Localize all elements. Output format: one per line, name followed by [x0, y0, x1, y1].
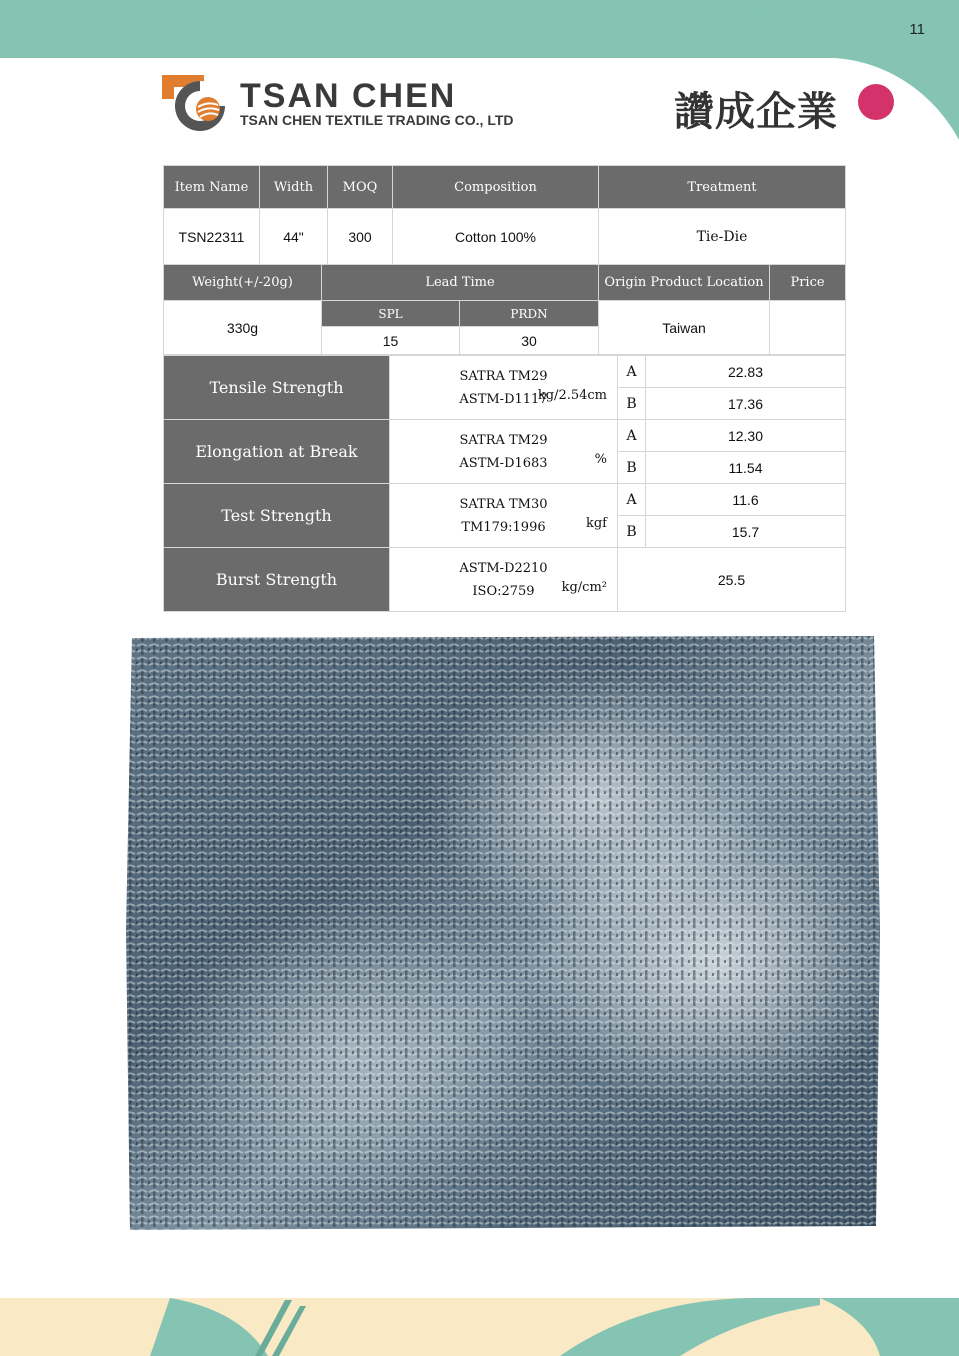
result-label-a: A: [618, 356, 646, 388]
test-method-line2: ISO:2759: [472, 583, 535, 599]
brand-logo-icon: [160, 73, 228, 133]
header-width: Width: [260, 166, 328, 209]
brand-name-cjk: 讚成企業: [674, 89, 838, 135]
item-width: 44": [260, 209, 328, 265]
result-value-burst: 25.5: [618, 548, 846, 612]
test-method-line1: SATRA TM29: [459, 432, 548, 448]
test-unit: %: [594, 452, 607, 467]
header-item-name: Item Name: [164, 166, 260, 209]
test-method-tear: [390, 484, 618, 548]
weight-leadtime-table: [163, 264, 846, 355]
header-prdn: PRDN: [460, 301, 599, 327]
item-treatment: Tie-Die: [599, 209, 846, 265]
result-label-b: B: [618, 388, 646, 420]
test-label-tear: Test Strength: [164, 484, 390, 548]
result-value-b: 15.7: [646, 516, 846, 548]
brand-dot: [858, 84, 894, 120]
item-weight: 330g: [164, 301, 322, 355]
test-method-line1: ASTM-D2210: [459, 560, 548, 576]
result-label-b: B: [618, 516, 646, 548]
header-moq: MOQ: [328, 166, 393, 209]
item-moq: 300: [328, 209, 393, 265]
result-label-b: B: [618, 452, 646, 484]
test-unit: kgf: [585, 516, 607, 531]
result-value-a: 11.6: [646, 484, 846, 516]
header-weight: Weight(+/-20g): [164, 265, 322, 301]
header-origin: Origin Product Location: [599, 265, 770, 301]
test-method-line1: SATRA TM29: [459, 368, 548, 384]
fabric-swatch-image: [124, 630, 882, 1234]
result-value-b: 11.54: [646, 452, 846, 484]
test-label-elongation: Elongation at Break: [164, 420, 390, 484]
page-number: 11: [909, 21, 925, 38]
result-value-b: 17.36: [646, 388, 846, 420]
brand-name: TSAN CHEN: [240, 77, 457, 115]
test-method-line2: ASTM-D1117: [459, 391, 548, 407]
test-method-elongation: [390, 420, 618, 484]
test-method-tensile: [390, 356, 618, 420]
header-composition: Composition: [393, 166, 599, 209]
test-method-line2: ASTM-D1683: [459, 455, 548, 471]
test-label-tensile: Tensile Strength: [164, 356, 390, 420]
test-label-burst: Burst Strength: [164, 548, 390, 612]
item-info-table: [163, 165, 846, 265]
item-prdn: 30: [460, 327, 599, 355]
test-method-line1: SATRA TM30: [459, 496, 548, 512]
test-method-line2: TM179:1996: [461, 519, 546, 535]
header-spl: SPL: [322, 301, 460, 327]
header-lead-time: Lead Time: [322, 265, 599, 301]
test-unit: kg/cm²: [561, 580, 607, 595]
item-spl: 15: [322, 327, 460, 355]
result-label-a: A: [618, 420, 646, 452]
item-composition: Cotton 100%: [393, 209, 599, 265]
result-label-a: A: [618, 484, 646, 516]
item-origin: Taiwan: [599, 301, 770, 355]
result-value-a: 22.83: [646, 356, 846, 388]
test-method-burst: [390, 548, 618, 612]
test-unit: kg/2.54cm: [537, 388, 607, 403]
item-name: TSN22311: [164, 209, 260, 265]
brand-subtitle: TSAN CHEN TEXTILE TRADING CO., LTD: [240, 112, 514, 128]
header-price: Price: [770, 265, 846, 301]
item-price: [770, 301, 846, 355]
result-value-a: 12.30: [646, 420, 846, 452]
test-results-table: [163, 355, 846, 612]
header-treatment: Treatment: [599, 166, 846, 209]
